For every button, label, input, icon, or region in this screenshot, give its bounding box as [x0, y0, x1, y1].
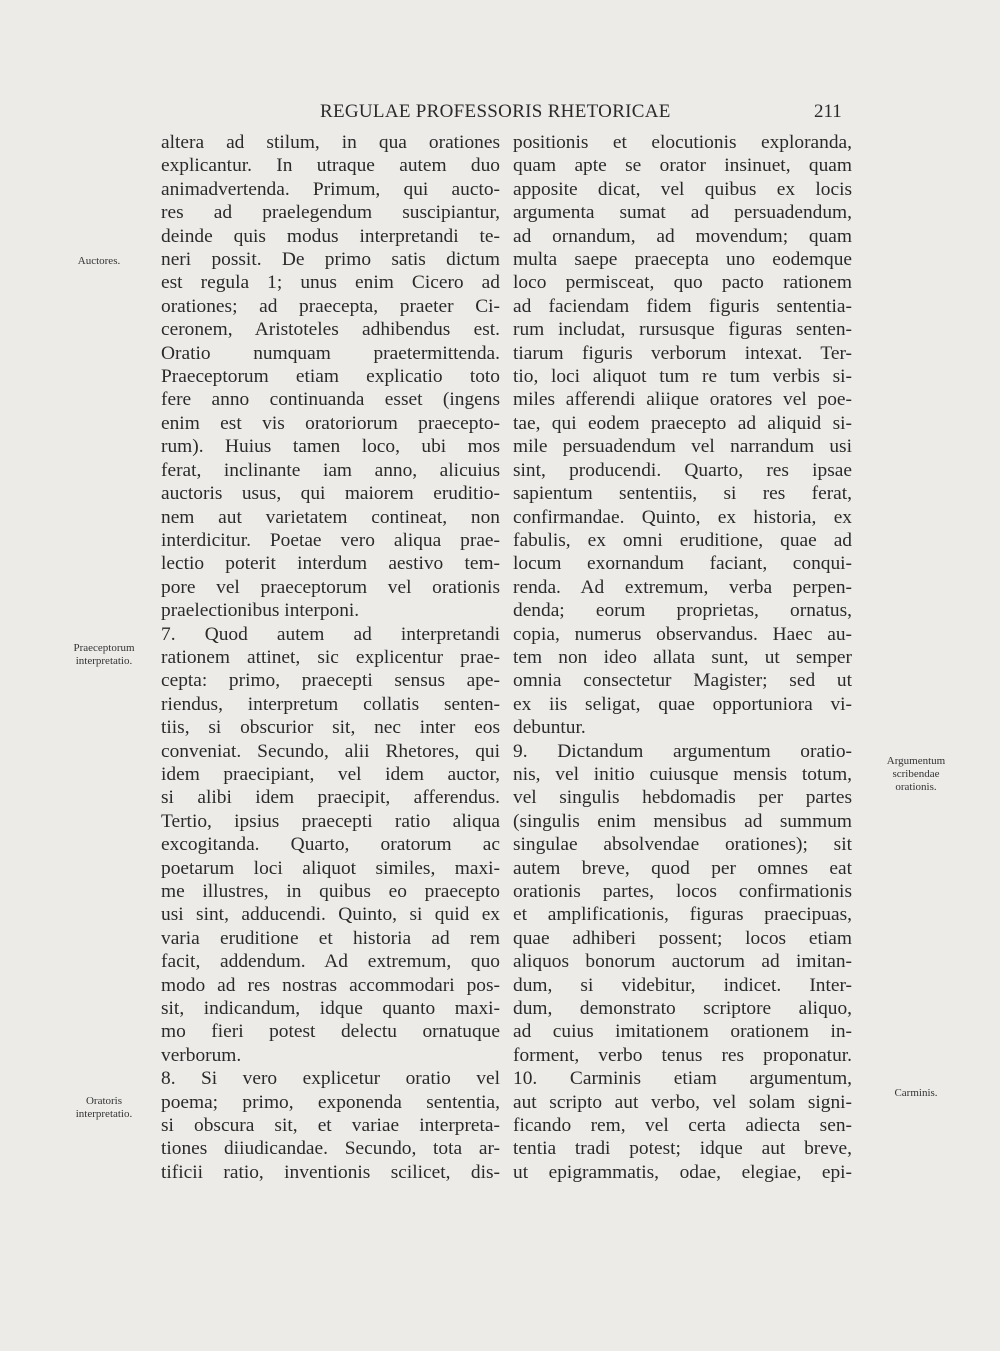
text-line: modo ad res nostras accommodari pos-: [161, 974, 500, 996]
text-line: tem non ideo allata sunt, ut semper: [513, 646, 852, 668]
margin-note-line: Oratoris: [85, 1095, 123, 1107]
text-line: Praeceptorum etiam explicatio toto: [161, 366, 500, 388]
left-text-column: [161, 131, 500, 1184]
text-line: quae adhiberi possent; locos etiam: [513, 927, 852, 949]
text-line: est regula 1; unus enim Cicero ad: [161, 272, 500, 294]
text-line: res ad praelegendum suscipiantur,: [161, 202, 500, 224]
text-line: neri possit. De primo satis dictum: [161, 249, 500, 271]
text-line: confirmandae. Quinto, ex historia, ex: [513, 506, 852, 528]
text-line: vel singulis hebdomadis per partes: [513, 787, 852, 809]
text-line: nem aut varietatem contineat, non: [161, 506, 500, 528]
text-line: sint, producendi. Quarto, res ipsae: [513, 459, 852, 481]
text-line: varia eruditione et historia ad rem: [161, 927, 500, 949]
text-line: ad cuius imitationem orationem in-: [513, 1021, 852, 1043]
text-line: facit, addendum. Ad extremum, quo: [161, 951, 500, 973]
text-line: dum, demonstrato scriptore aliquo,: [513, 998, 852, 1020]
text-line: loco permisceat, quo pacto rationem: [513, 272, 852, 294]
text-line: aut scripto aut verbo, vel solam signi-: [513, 1091, 852, 1113]
margin-note-line: interpretatio.: [75, 1108, 133, 1120]
text-line: tiis, si obscurior sit, nec inter eos: [161, 717, 500, 739]
text-line: deinde quis modus interpretandi te-: [161, 225, 500, 247]
text-line: si obscura sit, et variae interpreta-: [161, 1115, 500, 1137]
text-line: nis, vel initio cuiusque mensis totum,: [513, 763, 852, 785]
margin-note-argumentum-scribendae-orationis: [866, 755, 966, 794]
text-line: me illustres, in quibus eo praecepto: [161, 881, 500, 902]
page-number: 211: [814, 101, 842, 122]
margin-note-line: scribendae: [892, 768, 940, 780]
text-line: si alibi idem praecipit, afferendus.: [161, 787, 500, 809]
text-line: rum includat, rursusque figuras senten-: [513, 319, 852, 341]
text-line: conveniat. Secundo, alii Rhetores, qui: [161, 740, 500, 762]
text-line: explicantur. In utraque autem duo: [161, 155, 500, 177]
text-line: denda; eorum proprietas, ornatus,: [513, 600, 852, 622]
text-line: riendus, interpretum collatis senten-: [161, 693, 500, 715]
margin-note-oratoris-interpretatio: [54, 1095, 154, 1121]
text-line: argumenta sumat ad persuadendum,: [513, 202, 852, 224]
text-line: fabulis, ex omni eruditione, quae ad: [513, 529, 852, 551]
text-line: animadvertenda. Primum, qui aucto-: [161, 178, 500, 200]
text-line: orationis partes, locos confirmationis: [513, 881, 852, 902]
text-line: et amplificationis, figuras praecipuas,: [513, 904, 852, 926]
text-line: mo fieri potest delectu ornatuque: [161, 1021, 500, 1043]
text-line: ceronem, Aristoteles adhibendus est.: [161, 319, 500, 341]
text-line: 7. Quod autem ad interpretandi: [161, 623, 500, 645]
text-line: forment, verbo tenus res proponatur.: [513, 1044, 852, 1066]
margin-note-line: Carminis.: [894, 1087, 938, 1099]
margin-note-praeceptorum-interpretatio: [54, 642, 154, 668]
text-line: tae, qui eodem praecepto ad aliquid si-: [513, 412, 852, 434]
text-line: ficando rem, vel certa adiecta sen-: [513, 1115, 852, 1137]
running-head: REGULAE PROFESSORIS RHETORICAE: [320, 101, 671, 122]
text-line: tio, loci aliquot tum re tum verbis si-: [513, 366, 852, 388]
text-line: ad ornandum, ad movendum; quam: [513, 225, 852, 247]
margin-note-line: Praeceptorum: [73, 642, 135, 654]
text-line: Tertio, ipsius praecepti ratio aliqua: [161, 810, 500, 832]
text-line: orationes; ad praecepta, praeter Ci-: [161, 295, 500, 317]
text-line: auctoris usus, qui maiorem eruditio-: [161, 483, 500, 505]
margin-note-line: orationis.: [895, 781, 937, 793]
text-line: poema; primo, exponenda sententia,: [161, 1091, 500, 1113]
text-line: tentia tradi potest; idque aut breve,: [513, 1138, 852, 1160]
text-line: sit, indicandum, idque quanto maxi-: [161, 998, 500, 1020]
text-line: tiarum figuris verborum intexat. Ter-: [513, 342, 852, 364]
text-line: Oratio numquam praetermittenda.: [161, 342, 500, 364]
text-line: lectio poterit interdum aestivo tem-: [161, 553, 500, 575]
text-line: tificii ratio, inventionis scilicet, dis-: [161, 1161, 500, 1183]
text-line: mile persuadendum vel narrandum usi: [513, 436, 852, 458]
text-line: dum, si videbitur, indicet. Inter-: [513, 974, 852, 996]
text-line: ferat, inclinante iam anno, alicuius: [161, 459, 500, 481]
text-line: interdicitur. Poetae vero aliqua prae-: [161, 529, 500, 551]
text-line: singulae absolvendae orationes); sit: [513, 834, 852, 856]
text-line: usi sint, adducendi. Quinto, si quid ex: [161, 904, 500, 926]
text-line: enim est vis oratoriorum praecepto-: [161, 412, 500, 434]
margin-note-carminis: [866, 1087, 966, 1100]
margin-note-auctores: [54, 255, 144, 268]
text-line: 10. Carminis etiam argumentum,: [513, 1068, 852, 1090]
text-line: pore vel praeceptorum vel orationis: [161, 576, 500, 598]
text-line: debuntur.: [513, 717, 586, 739]
text-line: positionis et elocutionis exploranda,: [513, 132, 852, 153]
text-line: tiones diiudicandae. Secundo, tota ar-: [161, 1138, 500, 1160]
text-line: miles afferendi aliique oratores vel poe-: [513, 389, 852, 411]
margin-note-line: Argumentum: [886, 755, 946, 767]
text-line: copia, numerus observandus. Haec au-: [513, 623, 852, 645]
text-line: altera ad stilum, in qua orationes: [161, 132, 500, 153]
text-line: (singulis enim mensibus ad summum: [513, 810, 852, 832]
text-line: excogitanda. Quarto, oratorum ac: [161, 834, 500, 856]
text-line: locum exornandum faciant, conqui-: [513, 553, 852, 575]
text-line: ex iis seligat, quae opportuniora vi-: [513, 693, 852, 715]
text-line: rationem attinet, sic explicentur prae-: [161, 646, 500, 668]
text-line: idem praecipiant, vel idem auctor,: [161, 763, 500, 785]
text-line: fere anno continuanda esset (ingens: [161, 389, 500, 411]
text-line: 8. Si vero explicetur oratio vel: [161, 1068, 500, 1090]
text-line: multa saepe praecepta uno eodemque: [513, 249, 852, 271]
text-line: omnia consectetur Magister; sed ut: [513, 670, 852, 692]
text-line: 9. Dictandum argumentum oratio-: [513, 740, 852, 762]
text-line: cepta: primo, praecepti sensus ape-: [161, 670, 500, 692]
text-line: autem breve, quod per omnes eat: [513, 857, 852, 879]
margin-note-line: interpretatio.: [75, 655, 133, 667]
text-line: verborum.: [161, 1044, 242, 1066]
text-line: ad faciendam fidem figuris sententia-: [513, 295, 852, 317]
text-line: renda. Ad extremum, verba perpen-: [513, 576, 852, 598]
text-line: poetarum loci aliquot similes, maxi-: [161, 857, 500, 879]
text-line: apposite dicat, vel quibus ex locis: [513, 178, 852, 200]
text-line: quam apte se orator insinuet, quam: [513, 155, 852, 177]
text-line: rum). Huius tamen loco, ubi mos: [161, 436, 500, 458]
text-line: praelectionibus interponi.: [161, 600, 360, 622]
text-line: sapientum sententiis, si res ferat,: [513, 483, 852, 505]
right-text-column: [513, 131, 852, 1184]
margin-note-line: Auctores.: [77, 255, 121, 267]
text-line: ut epigrammatis, odae, elegiae, epi-: [513, 1161, 852, 1183]
text-line: aliquos bonorum auctorum ad imitan-: [513, 951, 852, 973]
